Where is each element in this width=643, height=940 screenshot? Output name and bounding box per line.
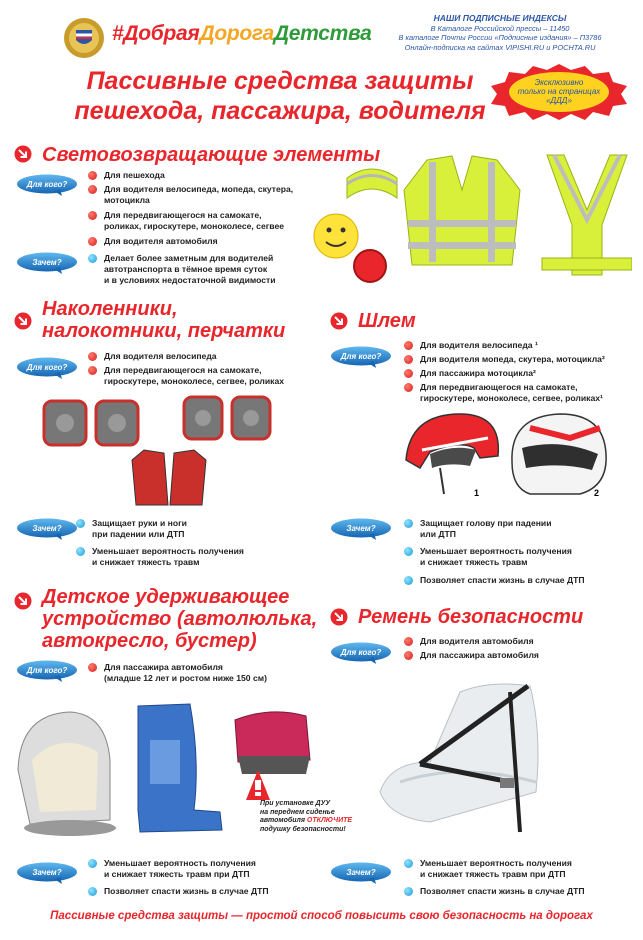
who-label: Для кого?: [340, 352, 382, 361]
belt-who-2: Для пассажира автомобиля: [404, 650, 539, 661]
why-bubble: [16, 252, 78, 274]
arrow-icon: [330, 312, 348, 330]
helmet-why-3: Позволяет спасти жизнь в случае ДТП: [404, 575, 585, 586]
helmet-who-4: Для передвигающегося на самокате, гироскутере, моноколесе, сегвее, роликах¹: [404, 382, 603, 404]
reflectors-who-1: Для пешехода: [88, 170, 165, 181]
why-label: Зачем?: [346, 524, 376, 533]
who-label: Для кого?: [26, 363, 68, 372]
helmet-who-2: Для водителя мопеда, скутера, мотоцикла²: [404, 354, 605, 365]
helmet-title: Шлем: [358, 310, 416, 332]
pads-gloves-illustration: [40, 395, 290, 513]
child-seat-title: [42, 586, 317, 652]
tag-part-3: Детства: [273, 22, 372, 45]
who-bubble: [330, 642, 392, 664]
child-seat-why-1: Уменьшает вероятность получения и снижает тяжесть травм при ДТП: [88, 858, 256, 880]
reflectors-who-2: Для водителя велосипеда, мопеда, скутера, мотоцикла: [88, 184, 293, 206]
who-label: Для кого?: [26, 180, 68, 189]
arrow-icon: [14, 145, 32, 163]
emblem-logo: [62, 16, 106, 60]
reflective-items-illustration: [302, 150, 632, 288]
belt-title: Ремень безопасности: [358, 606, 584, 628]
helmet-label-1: 1: [474, 488, 480, 498]
belt-why-1: Уменьшает вероятность получения и снижает тяжесть травм при ДТП: [404, 858, 572, 880]
pads-who-1: Для водителя велосипеда: [88, 351, 217, 362]
subs-title: НАШИ ПОДПИСНЫЕ ИНДЕКСЫ: [433, 13, 567, 23]
reflectors-title: Световозвращающие элементы: [42, 144, 381, 166]
excl-line: Эксклюзивно: [534, 78, 584, 87]
pads-title-line: Наколенники,: [42, 298, 178, 320]
helmet-who-1: Для водителя велосипеда ¹: [404, 340, 538, 351]
why-label: Зачем?: [32, 258, 62, 267]
why-bubble: [16, 518, 78, 540]
helmet-why-2: Уменьшает вероятность получения и снижает тяжесть травм: [404, 546, 572, 568]
subs-line: В каталоге Почты России «Подписные издания» – П3786: [398, 33, 602, 42]
arrow-icon: [14, 592, 32, 610]
helmet-who-3: Для пассажира мотоцикла²: [404, 368, 536, 379]
helmets-illustration: [400, 408, 625, 504]
child-seat-title-line: Детское удерживающее: [42, 586, 290, 608]
why-bubble: [16, 862, 78, 884]
subscription-info: [375, 14, 625, 52]
hashtag-title: [112, 22, 372, 46]
who-bubble: [16, 357, 78, 379]
why-bubble: [330, 862, 392, 884]
exclusive-badge: [489, 62, 629, 122]
airbag-warning: При установке ДУУ на переднем сиденье автомобиля ОТКЛЮЧИТЕ подушку безопасности!: [260, 800, 353, 833]
arrow-icon: [330, 608, 348, 626]
reflectors-who-3: Для передвигающегося на самокате, роликах, гироскутере, моноколесе, сегвее: [88, 210, 284, 232]
footer-slogan: Пассивные средства защиты — простой способ повысить свою безопасность на дорогах: [50, 910, 593, 922]
title-line-1: Пассивные средства защиты: [86, 67, 474, 95]
child-seat-why-2: Позволяет спасти жизнь в случае ДТП: [88, 886, 269, 897]
helmet-label-2: 2: [594, 488, 600, 498]
child-seat-who: Для пассажира автомобиля (младше 12 лет и ростом ниже 150 см): [88, 662, 267, 684]
subs-line: В Каталоге Российской прессы – 11450: [430, 23, 570, 33]
belt-why-2: Позволяет спасти жизнь в случае ДТП: [404, 886, 585, 897]
who-label: Для кого?: [340, 648, 382, 657]
pads-why-1: Защищает руки и ноги при падении или ДТП: [76, 518, 187, 540]
child-seat-title-line: автокресло, бустер): [42, 630, 257, 652]
pads-title: [42, 298, 285, 342]
excl-line: только на страницах: [517, 87, 601, 96]
page-title: [0, 66, 560, 126]
why-label: Зачем?: [32, 524, 62, 533]
seat-belt-illustration: [360, 672, 600, 844]
arrow-icon: [14, 312, 32, 330]
who-bubble: [16, 660, 78, 682]
excl-line: «ДДД»: [546, 96, 572, 105]
who-label: Для кого?: [26, 666, 68, 675]
who-bubble: [330, 346, 392, 368]
child-seat-title-line: устройство (автолюлька,: [42, 608, 318, 630]
pads-why-2: Уменьшает вероятность получения и снижает тяжесть травм: [76, 546, 244, 568]
belt-who-1: Для водителя автомобиля: [404, 636, 534, 647]
who-bubble: [16, 174, 78, 196]
subs-line: Онлайн-подписка на сайтах VIPISHI.RU и POCHTA.RU: [404, 42, 596, 52]
reflectors-who-4: Для водителя автомобиля: [88, 236, 218, 247]
helmet-why-1: Защищает голову при падении или ДТП: [404, 518, 552, 540]
why-bubble: [330, 518, 392, 540]
why-label: Зачем?: [346, 868, 376, 877]
pads-title-line: налокотники, перчатки: [42, 320, 286, 342]
pads-who-2: Для передвигающегося на самокате, гироскутере, моноколесе, сегвее, роликах: [88, 365, 284, 387]
reflectors-why: Делает более заметным для водителей автотранспорта в тёмное время суток и в условиях недостаточной видимости: [88, 253, 276, 286]
tag-part-1: #Добрая: [112, 22, 200, 45]
title-line-2: пешехода, пассажира, водителя: [74, 97, 486, 125]
tag-part-2: Дорога: [199, 22, 274, 45]
why-label: Зачем?: [32, 868, 62, 877]
